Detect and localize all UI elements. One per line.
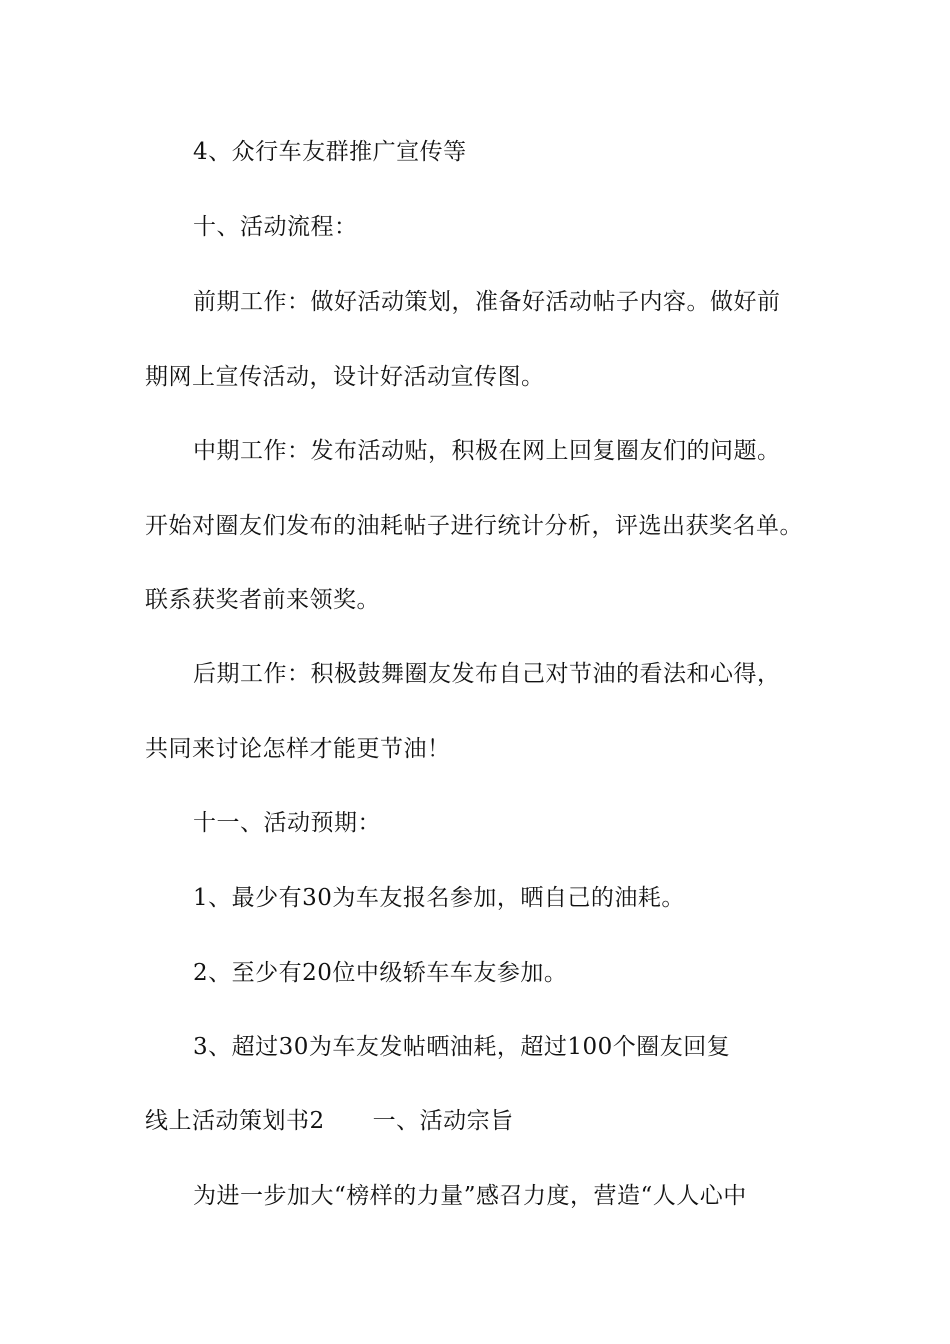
list-item-expectation-3: 3、超过30为车友发帖晒油耗，超过100个圈友回复 <box>193 1034 731 1060</box>
paragraph-late-work: 后期工作：积极鼓舞圈友发布自己对节油的看法和心得， <box>193 661 781 687</box>
paragraph-mid-work-cont-2: 联系获奖者前来领奖。 <box>145 587 380 613</box>
section-heading-process: 十、活动流程： <box>193 214 358 240</box>
section-heading-expectation: 十一、活动预期： <box>193 810 381 836</box>
paragraph-mid-work-cont-1: 开始对圈友们发布的油耗帖子进行统计分析，评选出获奖名单。 <box>145 513 803 539</box>
list-item-expectation-1: 1、最少有30为车友报名参加，晒自己的油耗。 <box>193 885 685 911</box>
document-title-line <box>145 1106 825 1136</box>
paragraph-early-work-cont: 期网上宣传活动，设计好活动宣传图。 <box>145 364 545 390</box>
paragraph-purpose: 为进一步加大“榜样的力量”感召力度，营造“人人心中 <box>193 1183 747 1209</box>
paragraph-mid-work: 中期工作：发布活动贴，积极在网上回复圈友们的问题。 <box>193 438 781 464</box>
paragraph-late-work-cont: 共同来讨论怎样才能更节油！ <box>145 736 451 762</box>
section-heading-purpose: 一、活动宗旨 <box>372 1108 514 1134</box>
document-title: 线上活动策划书2 <box>145 1108 325 1134</box>
list-item-expectation-2: 2、至少有20位中级轿车车友参加。 <box>193 960 568 986</box>
paragraph-early-work: 前期工作：做好活动策划，准备好活动帖子内容。做好前 <box>193 289 781 315</box>
list-item-4-promotion: 4、众行车友群推广宣传等 <box>193 139 467 165</box>
